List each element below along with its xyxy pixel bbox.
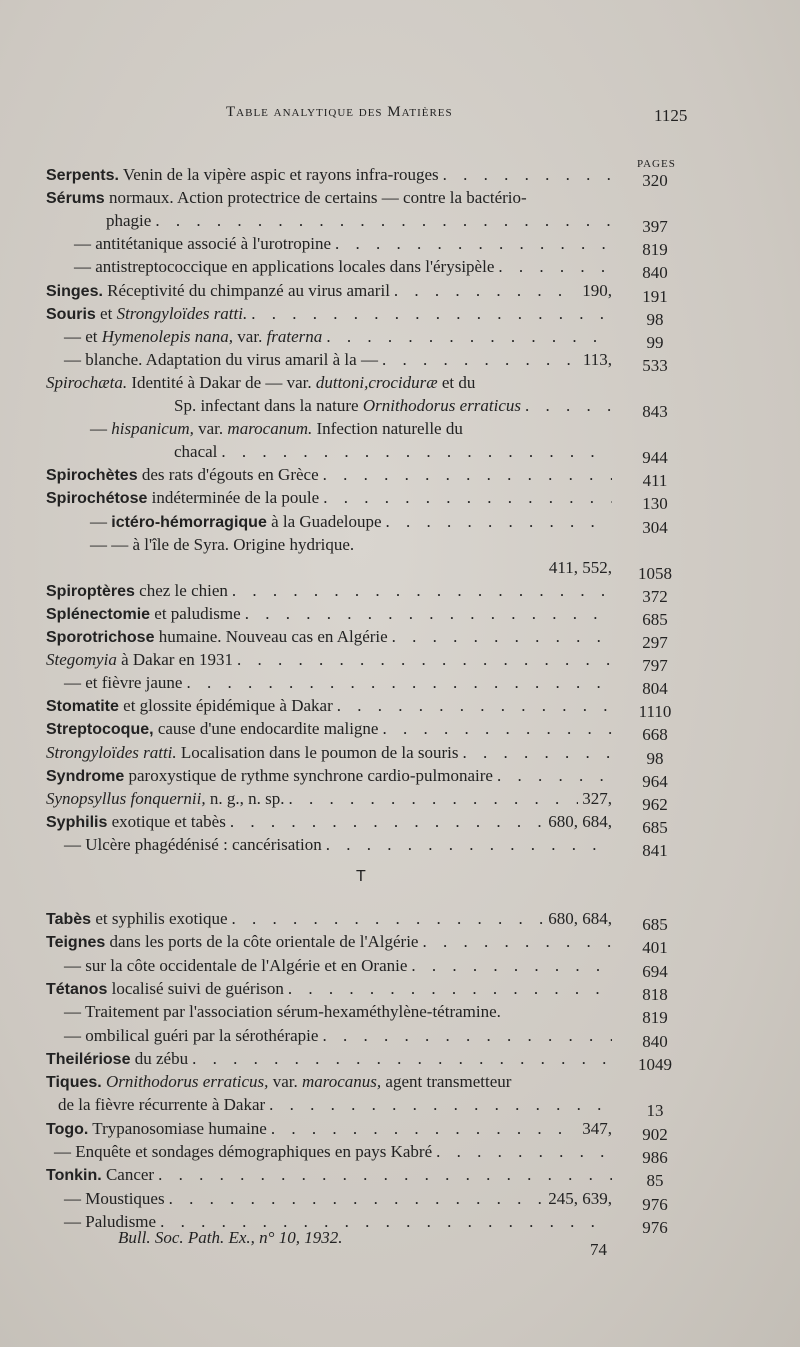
entry-page-number: 411 <box>642 471 668 491</box>
entry-keyword: Spiroptères <box>46 582 135 600</box>
entry-text <box>46 1164 154 1186</box>
index-entry <box>46 1025 612 1047</box>
index-entry <box>46 672 612 694</box>
page-number: 1125 <box>654 106 688 125</box>
entry-text <box>46 487 319 509</box>
entry-text-part: — <box>90 511 112 531</box>
entry-keyword: Togo. <box>46 1120 89 1138</box>
entry-page-number: 320 <box>642 171 668 190</box>
entry-page-number: 843 <box>642 402 668 421</box>
dot-leader <box>439 164 612 186</box>
index-entry <box>46 187 612 209</box>
dot-leader <box>217 441 612 463</box>
entry-text-part: humaine. Nouveau cas en Algérie <box>154 627 388 646</box>
entry-text-part: paroxystique de rythme synchrone cardio-pulmonaire <box>124 765 493 785</box>
entry-text-part: var. <box>286 372 316 392</box>
entry-references: 680, 684, <box>548 909 612 928</box>
entry-references: 113, <box>582 349 612 369</box>
dot-leader <box>319 464 612 486</box>
entry-page-number: 85 <box>646 1171 664 1191</box>
entry-page-number: 533 <box>642 355 668 375</box>
entry-references: 245, 639, <box>548 1188 612 1208</box>
index-entry <box>46 955 612 977</box>
entry-text <box>46 326 322 348</box>
index-entry <box>46 210 612 232</box>
entry-italic: marocanum. <box>227 419 313 439</box>
dot-leader <box>354 534 612 556</box>
index-entry <box>46 349 612 371</box>
dot-leader <box>228 580 612 602</box>
entry-italic: Hymenolepis nana, <box>101 326 234 346</box>
dot-leader <box>527 187 612 209</box>
entry-keyword: Sérums <box>46 190 105 208</box>
entry-text <box>46 955 407 977</box>
entry-text-part: n. g., n. sp. <box>205 788 285 808</box>
entry-text <box>46 395 521 417</box>
entry-text <box>46 603 241 625</box>
entry-page-number: 819 <box>642 1008 668 1028</box>
entry-text-part: — Moustiques <box>64 1188 165 1208</box>
entry-references: 680, 684, <box>548 811 612 831</box>
entry-keyword: Spirochétose <box>46 490 148 508</box>
index-entry <box>46 256 612 278</box>
index-entry <box>46 603 612 625</box>
index-entry <box>46 534 612 556</box>
entry-text-part: cause d'une endocardite maligne <box>153 719 379 739</box>
entry-italic: duttoni, <box>315 372 369 392</box>
entry-text-part: — Ulcère phagédénisé : cancérisation <box>64 834 322 854</box>
entry-text <box>46 233 331 255</box>
index-entry <box>46 1164 612 1186</box>
entry-page-number: 191 <box>642 286 668 306</box>
entry-text <box>46 1071 511 1093</box>
dot-leader <box>318 1025 612 1047</box>
entry-page-number: 685 <box>642 817 668 837</box>
entry-page-number: 304 <box>642 517 668 537</box>
dot-leader <box>46 557 545 579</box>
index-entry <box>46 626 612 648</box>
dot-leader <box>418 931 612 953</box>
entry-text <box>46 280 390 302</box>
entry-text-part: chez le chien <box>134 580 228 600</box>
entry-page-number: 944 <box>642 448 668 468</box>
entry-keyword: Souris <box>46 305 96 323</box>
entry-text-part: à Dakar en 1931 <box>116 650 233 670</box>
entry-text-part: — et fièvre jaune <box>64 673 183 693</box>
entry-page-number: 397 <box>642 217 668 237</box>
entry-text <box>46 1188 165 1210</box>
index-entry <box>46 1188 612 1210</box>
entry-page-number: 964 <box>642 771 668 791</box>
entry-text-part: — Paludisme <box>64 1211 157 1231</box>
entry-text-part: localisé suivi de guérison <box>107 978 284 998</box>
entry-italic: crociduræ <box>368 372 438 392</box>
entry-text <box>46 1025 318 1047</box>
entry-page-number: 401 <box>642 938 668 958</box>
entry-text-part: — antitétanique associé à l'urotropine <box>74 234 332 254</box>
dot-leader <box>247 303 612 325</box>
entry-text-part: Trypanosomiase humaine <box>88 1118 267 1138</box>
entry-text-part: Localisation dans le poumon de la souris <box>176 742 459 762</box>
entry-text <box>46 349 378 371</box>
entry-page-number: 668 <box>642 725 668 745</box>
entry-page-number: 819 <box>642 240 668 260</box>
entry-page-number: 685 <box>642 609 668 629</box>
entry-text-part: Identité à Dakar de — <box>127 372 287 392</box>
index-entry <box>46 1001 612 1023</box>
entry-keyword: Tonkin. <box>46 1167 102 1185</box>
entry-keyword: Sporotrichose <box>46 629 155 646</box>
entry-page-number: 685 <box>642 915 668 934</box>
entry-page-number: 818 <box>642 984 668 1004</box>
entry-page-number: 902 <box>642 1124 668 1144</box>
entry-page-number: 1049 <box>638 1054 672 1074</box>
entry-italic: Synopsyllus fonquernii, <box>46 788 206 808</box>
entry-italic: Ornithodorus erraticus <box>362 396 522 415</box>
index-entry <box>46 1118 612 1140</box>
entry-text-part: agent transmetteur <box>381 1072 512 1092</box>
entry-text <box>46 649 233 671</box>
dot-leader <box>378 349 579 371</box>
entry-text <box>46 418 463 440</box>
index-entry <box>46 978 612 1000</box>
entry-text-part: et paludisme <box>150 603 241 623</box>
entry-page-number: 976 <box>642 1217 668 1237</box>
dot-leader <box>459 742 612 764</box>
dot-leader <box>154 1164 612 1186</box>
entry-page-number: 297 <box>642 633 668 652</box>
entry-text-part: et syphilis exotique <box>91 909 228 928</box>
entry-text <box>46 511 382 533</box>
index-entry <box>46 303 612 325</box>
entry-text <box>46 534 354 556</box>
entry-text-part: indéterminée de la poule <box>147 488 320 508</box>
entry-keyword: Tétanos <box>46 980 108 998</box>
dot-leader <box>226 811 544 833</box>
index-entry <box>46 788 612 810</box>
entry-text <box>46 811 226 833</box>
index-entry <box>46 487 612 509</box>
entry-text-part: — <box>90 419 112 439</box>
entry-text-part: — ombilical guéri par la sérothérapie <box>64 1025 319 1045</box>
entry-text-part: et du <box>437 372 476 392</box>
entry-page-number: 962 <box>642 794 668 814</box>
index-entry <box>46 1094 612 1116</box>
entry-text <box>46 464 319 486</box>
dot-leader <box>388 626 612 648</box>
entry-text <box>46 978 284 1000</box>
index-entry <box>46 557 612 579</box>
entry-text-part: — et <box>64 326 102 346</box>
entry-page-number: 840 <box>642 1031 668 1051</box>
index-entry <box>46 649 612 671</box>
entry-text-part: phagie <box>106 211 152 231</box>
entry-italic: fraterna <box>266 326 323 346</box>
dot-leader <box>322 834 612 856</box>
entry-page-number: 99 <box>646 332 664 352</box>
entry-keyword: Splénectomie <box>46 605 151 623</box>
entry-text <box>46 164 439 186</box>
dot-leader <box>475 372 612 394</box>
index-entry <box>46 718 612 740</box>
entry-references: 347, <box>582 1118 612 1138</box>
entry-keyword: Stomatite <box>46 698 119 716</box>
dot-leader <box>265 1094 612 1116</box>
entry-text <box>46 1048 188 1070</box>
entry-italic: marocanus, <box>301 1072 382 1092</box>
dot-leader <box>331 233 612 255</box>
index-entry <box>46 695 612 717</box>
dot-leader <box>182 672 612 694</box>
index-entry <box>46 765 612 787</box>
index-entry <box>46 395 612 417</box>
entry-page-number: 694 <box>642 961 668 981</box>
entry-text <box>46 626 388 648</box>
dot-leader <box>267 1118 578 1140</box>
entry-text-part: var. <box>233 326 267 346</box>
entry-text-part: exotique et tabès <box>107 811 226 831</box>
entry-page-number: 841 <box>642 840 668 860</box>
dot-leader <box>463 418 612 440</box>
entry-page-number: 13 <box>646 1101 664 1121</box>
entry-text-part: — sur la côte occidentale de l'Algérie et en Oranie <box>64 955 408 975</box>
entry-keyword: ictéro-hémorragique <box>111 513 267 531</box>
dot-leader <box>390 280 578 302</box>
entry-text-part: dans les ports de la côte orientale de l'Algérie <box>105 932 419 952</box>
entry-text <box>46 580 228 602</box>
entry-keyword: Tabès <box>46 911 92 928</box>
entry-keyword: Syphilis <box>46 813 108 831</box>
dot-leader <box>407 955 612 977</box>
entry-italic: Stegomyia <box>46 650 117 670</box>
dot-leader <box>493 765 612 787</box>
entry-text <box>46 931 418 953</box>
dot-leader <box>432 1141 612 1163</box>
entry-text <box>46 672 182 694</box>
entry-text-part: de la fièvre récurrente à Dakar <box>58 1095 266 1115</box>
entry-text <box>46 765 493 787</box>
entry-references: 327, <box>582 788 612 808</box>
entry-text <box>46 187 527 209</box>
entry-page-number: 986 <box>642 1148 668 1167</box>
dot-leader <box>241 603 612 625</box>
entry-text-part: Réceptivité du chimpanzé au virus amaril <box>102 280 390 300</box>
entry-keyword: Tiques. <box>46 1074 102 1092</box>
entry-text-part: Venin de la vipère aspic et rayons infra-rouges <box>118 165 439 184</box>
entry-text <box>46 210 151 232</box>
index-entry <box>46 280 612 302</box>
index-entry <box>46 834 612 856</box>
index-entry <box>46 931 612 953</box>
index-entry <box>46 580 612 602</box>
entry-italic: Strongyloïdes ratti. <box>46 742 177 762</box>
index-entry <box>46 511 612 533</box>
dot-leader <box>188 1048 612 1070</box>
entry-text-part: var. <box>193 419 228 439</box>
entry-text <box>46 441 217 463</box>
entry-text <box>46 834 322 856</box>
index-entry <box>46 372 612 394</box>
dot-leader <box>333 695 612 717</box>
index-entry <box>46 233 612 255</box>
index-entry <box>46 908 612 930</box>
entry-text <box>46 695 333 717</box>
dot-leader <box>382 511 612 533</box>
entry-references: 190, <box>582 280 612 300</box>
entry-text <box>46 1141 432 1163</box>
entry-text-part: du zébu <box>130 1048 189 1068</box>
entry-page-number: 130 <box>642 494 668 514</box>
dot-leader <box>319 487 612 509</box>
entry-italic: Strongyloïdes ratti. <box>116 303 248 323</box>
entry-keyword: Streptocoque, <box>46 721 154 739</box>
entry-page-number: 976 <box>642 1194 668 1214</box>
entry-text <box>46 303 247 325</box>
entry-page-number: 840 <box>642 263 668 283</box>
entry-text <box>46 1001 501 1023</box>
index-entry <box>46 1071 612 1093</box>
signature-number: 74 <box>590 1240 607 1259</box>
entry-keyword: Serpents. <box>46 167 119 184</box>
entry-text <box>46 718 378 740</box>
entry-text-part: à la Guadeloupe <box>266 511 382 531</box>
entry-italic: Ornithodorus erraticus, <box>105 1072 269 1092</box>
entry-references: 411, 552, <box>548 557 612 577</box>
entry-page-number: 804 <box>642 679 668 699</box>
dot-leader <box>151 210 612 232</box>
dot-leader <box>165 1188 545 1210</box>
entry-text-part: — antistreptococcique en applications locales dans l'érysipèle <box>74 257 495 277</box>
entry-text <box>46 372 475 394</box>
entry-text-part: Infection naturelle du <box>312 419 463 439</box>
entry-text <box>46 1094 265 1116</box>
entry-text-part: normaux. Action protectrice de certains — contre la bactério- <box>104 188 527 208</box>
entry-keyword: Singes. <box>46 282 103 300</box>
entry-keyword: Spirochètes <box>46 467 138 485</box>
entry-text-part: et glossite épidémique à Dakar <box>118 696 333 716</box>
entry-page-number: 98 <box>646 309 664 329</box>
entry-text-part: — Traitement par l'association sérum-hexaméthylène-tétramine. <box>64 1002 501 1022</box>
running-header-title: Table analytique des Matières <box>226 104 453 120</box>
dot-leader <box>494 256 612 278</box>
entry-keyword: Theilériose <box>46 1050 131 1068</box>
dot-leader <box>284 978 612 1000</box>
pages-column-label: PAGES <box>637 158 676 170</box>
entry-text <box>46 742 459 764</box>
index-entry <box>46 742 612 764</box>
dot-leader <box>511 1071 612 1093</box>
entry-text-part: — Enquête et sondages démographiques en pays Kabré <box>54 1142 433 1161</box>
entry-text <box>46 256 494 278</box>
dot-leader <box>378 718 612 740</box>
entry-text-part: Sp. infectant dans la nature <box>174 396 363 415</box>
entry-keyword: Teignes <box>46 934 106 952</box>
index-entry <box>46 326 612 348</box>
index-entry <box>46 441 612 463</box>
entry-text-part: Cancer <box>101 1165 155 1185</box>
entry-text <box>46 1118 267 1140</box>
index-entry <box>46 464 612 486</box>
entry-keyword: Syndrome <box>46 767 125 785</box>
index-entry <box>46 418 612 440</box>
entry-text-part: var. <box>268 1072 302 1092</box>
entry-text-part: — blanche. Adaptation du virus amaril à la — <box>64 349 378 369</box>
entry-italic: Spirochæta. <box>46 372 128 392</box>
section-letter: T <box>356 868 366 885</box>
dot-leader <box>228 908 545 930</box>
dot-leader <box>501 1001 612 1023</box>
entry-italic: hispanicum, <box>111 419 194 439</box>
index-entry <box>46 1141 612 1163</box>
journal-footer: Bull. Soc. Path. Ex., n° 10, 1932. <box>118 1228 343 1247</box>
dot-leader <box>521 395 612 417</box>
entry-page-number: 372 <box>642 586 668 606</box>
entry-page-number: 797 <box>642 656 668 676</box>
entry-text-part: chacal <box>174 442 218 462</box>
entry-page-number: 1058 <box>638 563 672 583</box>
entry-text <box>46 788 284 810</box>
entry-page-number: 98 <box>646 748 664 768</box>
index-entry <box>46 164 612 186</box>
dot-leader <box>284 788 578 810</box>
entry-text-part: et <box>95 303 117 323</box>
entry-text-part: des rats d'égouts en Grèce <box>137 465 319 485</box>
entry-text-part: — — à l'île de Syra. Origine hydrique. <box>90 534 355 554</box>
entry-page-number: 1110 <box>638 702 672 722</box>
dot-leader <box>233 649 612 671</box>
entry-text <box>46 908 228 930</box>
index-entry <box>46 811 612 833</box>
index-entry <box>46 1048 612 1070</box>
dot-leader <box>322 326 612 348</box>
